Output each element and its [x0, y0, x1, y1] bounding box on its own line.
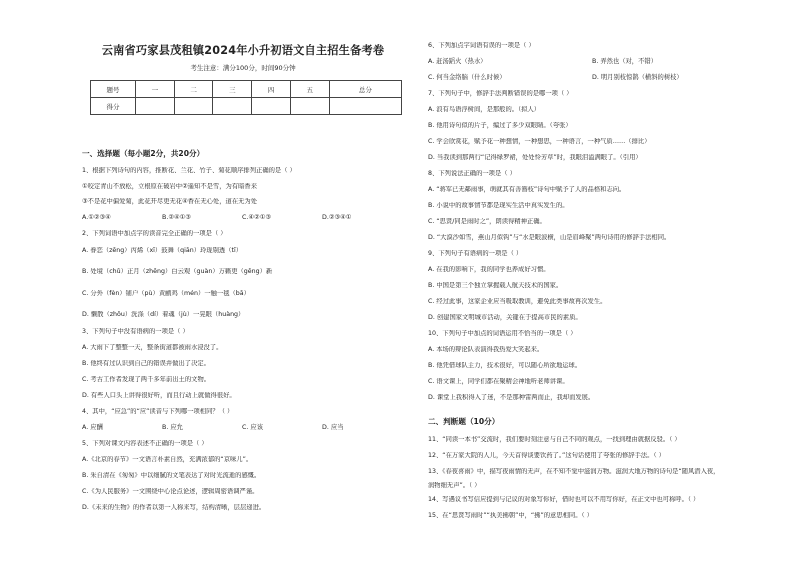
option-d[interactable]: D. 课堂上我积得入了迷，不是那种雷两而止，我却而发展。 — [428, 394, 595, 401]
question-stem: 3、下列句子中没有语病的一项是（ ） — [82, 328, 189, 335]
judgment-item: 11、“同读一本书”交流时，我们要时刻注意与自己不同的观点，一找到理由就据反驳。（ ） — [428, 436, 681, 443]
option-b[interactable]: B. 应允 — [162, 424, 183, 431]
option-a[interactable]: A. 大雨下了整整一天，整条街道都被雨水浸没了。 — [82, 344, 223, 351]
option-a[interactable]: A. 浪有鸟语浮树间，是那般的。（拟人） — [428, 106, 541, 113]
option-a[interactable]: A.①②③④ — [82, 214, 111, 221]
score-cell[interactable] — [174, 98, 213, 115]
option-d[interactable]: D. 当我读到那两行“记得绿罗裙，处处怜芳草”时，我眼泪溢满眼了。（引用） — [428, 154, 642, 161]
score-cell: 四 — [252, 81, 291, 98]
score-cell[interactable] — [290, 98, 329, 115]
option-a[interactable]: A. 本场的辩论队表演得我热爱大笑起来。 — [428, 346, 544, 353]
question-stem: 10、下列句子中加点的词语运用不恰当的一项是（ ） — [428, 330, 577, 337]
option-c[interactable]: C. 考古工作者发现了两千多年前出土的文物。 — [82, 376, 211, 383]
option-b[interactable]: B. 处境（chǔ）正月（zhēng）白云观（guàn）万籁更（gēng）新 — [82, 268, 273, 275]
page-title: 云南省巧家县茂租镇2024年小升初语文自主招生备考卷 — [101, 44, 385, 57]
option-row — [82, 424, 404, 432]
option-c[interactable]: C. “思贤/同是雨时之”，朗读得精神正确。 — [428, 218, 546, 225]
section-title-choice: 一、选择题（每小题2分，共20分） — [82, 149, 205, 158]
option-a[interactable]: A. 赶汤蹈火（热水） — [428, 58, 487, 65]
score-cell[interactable] — [329, 98, 401, 115]
question-stem: 4、其中，“应急”的“应”读音与下列哪一项相同？（ ） — [82, 408, 234, 415]
option-b[interactable]: B.②④①③ — [162, 214, 191, 221]
question-text: ①咬定青山不放松，立根原在破岩中②遥知不是雪，为有暗香来 — [82, 183, 258, 190]
option-d[interactable]: D. 明月别枝惊鹊（横斜的树枝） — [592, 74, 683, 81]
option-row — [428, 58, 768, 66]
option-c[interactable]: C. 经过此事，这家企业应当吸取教训，避免此类事故再次发生。 — [428, 298, 607, 305]
question-text: ③不是花中偏爱菊，此花开尽更无花④香在无心处，道在无为处 — [82, 198, 258, 205]
question-stem: 5、下列对课文内容表述不正确的一项是（ ） — [82, 440, 208, 447]
option-row — [82, 214, 404, 222]
option-b[interactable]: B. 弄然也（对，不错） — [592, 58, 657, 65]
score-cell[interactable] — [136, 98, 175, 115]
question-stem: 6、下列加点字词语有误的一项是（ ） — [428, 42, 535, 49]
left-column — [82, 0, 404, 562]
score-cell: 得分 — [91, 98, 136, 115]
question-stem: 1、根据下列诗句的内容，推断花、兰花、竹子、菊花顺序排列正确的是（ ） — [82, 167, 296, 174]
option-d[interactable]: D. 创建国家文明城市活动，关键在于提高市民的素质。 — [428, 314, 582, 321]
option-d[interactable]: D.《未来的生物》的作者以第一人称来写，结构清晰，层层递进。 — [82, 504, 266, 511]
option-a[interactable]: A.《北京的春节》一文语言朴素自然，充满浓郁的“京味儿”。 — [82, 456, 253, 463]
judgment-item: 15、在“思贤写雨时”“执美拂朝”中，“拂”的意思相同。（ ） — [428, 512, 593, 519]
option-b[interactable]: B. 他终有过认识到自己的错误并做出了决定。 — [82, 360, 210, 367]
score-cell[interactable] — [213, 98, 252, 115]
option-c[interactable]: C. 语文课上，同学们都在聚精会神地听老师讲课。 — [428, 378, 569, 385]
section-title-judgment: 二、判断题（10分） — [428, 417, 500, 426]
score-cell: 题号 — [91, 81, 136, 98]
option-d[interactable]: D. 有些人口头上讲得很好听，而且行动上就做得很好。 — [82, 392, 236, 399]
option-b[interactable]: B. 小说中的故事情节都是现实生活中真实发生的。 — [428, 202, 569, 209]
score-cell: 五 — [290, 81, 329, 98]
option-c[interactable]: C. 何当金络脑（什么时候） — [428, 74, 506, 81]
option-a[interactable]: A. 在我的影响下，我的同学也养成好习惯。 — [428, 266, 550, 273]
score-cell[interactable] — [252, 98, 291, 115]
option-c[interactable]: C. 学会欣赏花，赋予花一种想情，一种想思，一种语言，一种气质……（排比） — [428, 138, 651, 145]
judgment-item: 13、《春夜喜雨》中，描写夜雨情的无声，在不知不觉中滋润万物。滋润大地万物的诗句是“随风潜入夜， — [428, 468, 720, 475]
option-b[interactable]: B. 中国是第三个独立掌握载人航天技术的国家。 — [428, 282, 563, 289]
question-stem: 7、下列句子中，修辞手法判断错误的是哪一项（ ） — [428, 90, 573, 97]
judgment-item: 14、写遇议书写信应提到与记议的对象写你好，借时也可以不用写你好，在正文中也可称呼。（ ） — [428, 496, 700, 503]
option-b[interactable]: B. 他用诗句似的片子，编过了多少双眼睛。（夸张） — [428, 122, 572, 129]
option-c[interactable]: C.④②①③ — [242, 214, 271, 221]
option-d[interactable]: D.②③④① — [322, 214, 352, 221]
option-b[interactable]: B. 他凭借球队主力，技术很好，可以随心所欲地运球。 — [428, 362, 582, 369]
score-table-score-row — [91, 98, 402, 115]
score-table-header-row — [91, 81, 402, 98]
option-row — [428, 74, 768, 82]
option-d[interactable]: D. 应当 — [322, 424, 344, 431]
option-a[interactable]: A. 应酬 — [82, 424, 103, 431]
score-table — [90, 80, 402, 115]
judgment-item: 12、“在万家大院的人儿，今天首得谈要饮药了。”这句话使用了夸张的修辞手法。（ ） — [428, 452, 665, 459]
question-stem: 2、下列词语中加点字的读音完全正确的一项是（ ） — [82, 230, 227, 237]
score-cell: 总分 — [329, 81, 401, 98]
right-column — [428, 0, 768, 562]
option-c[interactable]: C. 分外（fèn）铺户（pù）黄鹂鸡（mén）一触一毯（bā） — [82, 290, 250, 297]
option-c[interactable]: C.《为人民服务》一文围绕中心论点论述，逻辑周密语调严谨。 — [82, 488, 259, 495]
question-stem: 8、下列说法正确的一项是（ ） — [428, 170, 516, 177]
score-cell: 一 — [136, 81, 175, 98]
score-cell: 二 — [174, 81, 213, 98]
option-c[interactable]: C. 应该 — [242, 424, 263, 431]
question-stem: 9、下列句子有语病的一项是（ ） — [428, 250, 523, 257]
option-a[interactable]: A. 眷恋（zēng）丙烯（xī）鼓舞（qiān）玲珑剔透（tī） — [82, 247, 243, 254]
option-b[interactable]: B. 朱自清在《匆匆》中以细腻的文笔表达了对时光流逝的感慨。 — [82, 472, 261, 479]
exam-notice: 考生注意：满分100分，时间90分钟 — [190, 64, 296, 72]
judgment-item-continued: 润物细无声”。（ ） — [428, 482, 481, 489]
score-cell: 三 — [213, 81, 252, 98]
option-a[interactable]: A. “蒋军已无鄰雨事，萌就其有善簪枝”诗句中赋予了人的品格和志向。 — [428, 186, 626, 193]
option-d[interactable]: D. 懒散（zhōu）洗涤（dí）着魂（jù）一晃眼（huàng） — [82, 311, 245, 318]
option-d[interactable]: D. “大漠沙如雪，燕山月似钩”与“水是眼波横，山是眉峰聚”两句诗用的修辞手法相同。 — [428, 234, 671, 241]
